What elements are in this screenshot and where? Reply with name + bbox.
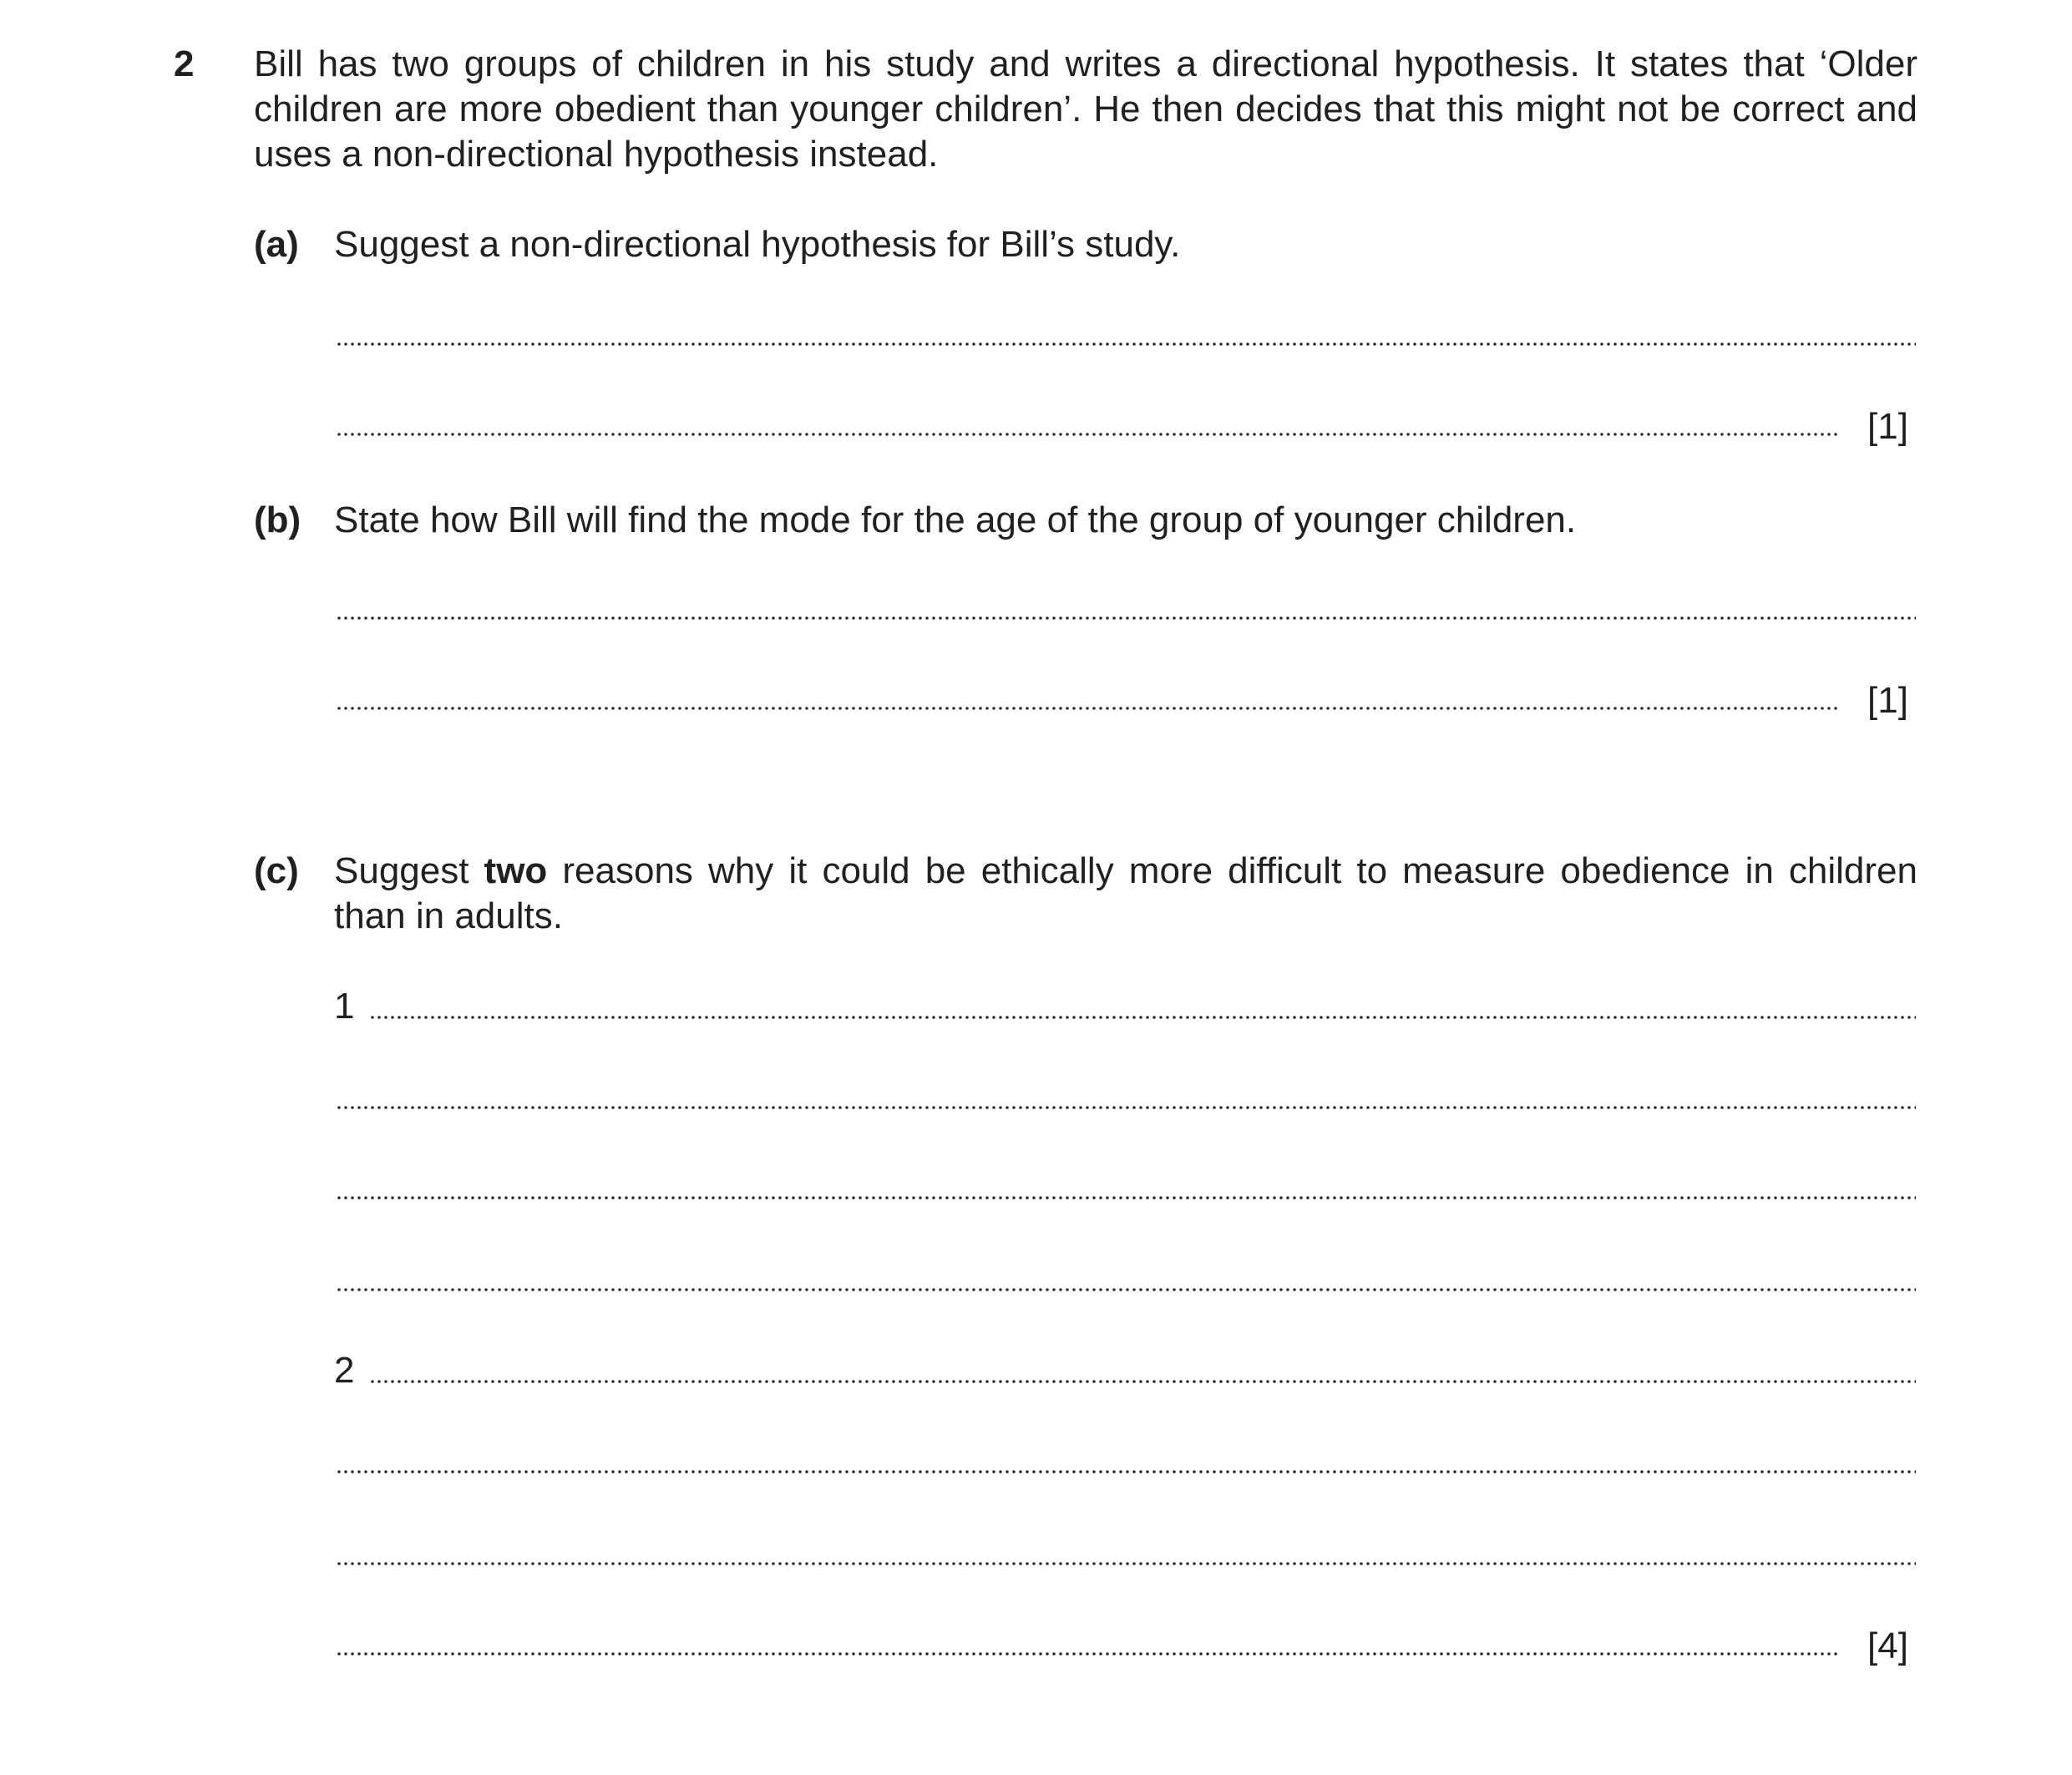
part-c-text-before: Suggest <box>334 850 484 891</box>
part-c-answer-line-7[interactable] <box>336 1562 1916 1565</box>
part-c-answer-line-3[interactable] <box>336 1196 1916 1199</box>
part-c-answer-line-1[interactable] <box>369 1016 1916 1019</box>
part-a-answer-line-2[interactable] <box>336 433 1839 436</box>
part-a-text: Suggest a non-directional hypothesis for Bill’s study. <box>334 224 1181 265</box>
reason-1-number: 1 <box>334 986 355 1027</box>
part-a-answer-line-1[interactable] <box>336 342 1916 346</box>
reason-2-number: 2 <box>334 1350 355 1391</box>
part-c-answer-line-2[interactable] <box>336 1106 1916 1109</box>
part-c-label: (c) <box>254 850 299 891</box>
part-c-answer-line-6[interactable] <box>336 1470 1916 1473</box>
question-stem: Bill has two groups of children in his study and writes a directional hypothesis. It states that ‘Older children are more obedient than younger children’. He then decides that this might not be correct and uses a non-directional hypothesis instead. <box>254 43 1917 175</box>
part-a-marks: [1] <box>1867 406 1908 447</box>
part-c-text <box>334 849 1917 939</box>
part-b-marks: [1] <box>1867 680 1908 721</box>
part-c-answer-line-8[interactable] <box>336 1652 1839 1656</box>
part-b-answer-line-1[interactable] <box>336 616 1916 620</box>
part-c-answer-line-5[interactable] <box>369 1380 1916 1383</box>
part-b-answer-line-2[interactable] <box>336 707 1839 710</box>
part-b-label: (b) <box>254 500 301 540</box>
question-number: 2 <box>174 43 195 84</box>
part-c-text-emphasis: two <box>484 850 548 891</box>
part-c-text-after: reasons why it could be ethically more difficult to measure obedience in children than in adults. <box>334 850 1917 936</box>
part-c-answer-line-4[interactable] <box>336 1288 1916 1291</box>
part-c-marks: [4] <box>1867 1625 1908 1666</box>
part-b-text: State how Bill will find the mode for the age of the group of younger children. <box>334 500 1577 540</box>
part-a-label: (a) <box>254 224 299 265</box>
